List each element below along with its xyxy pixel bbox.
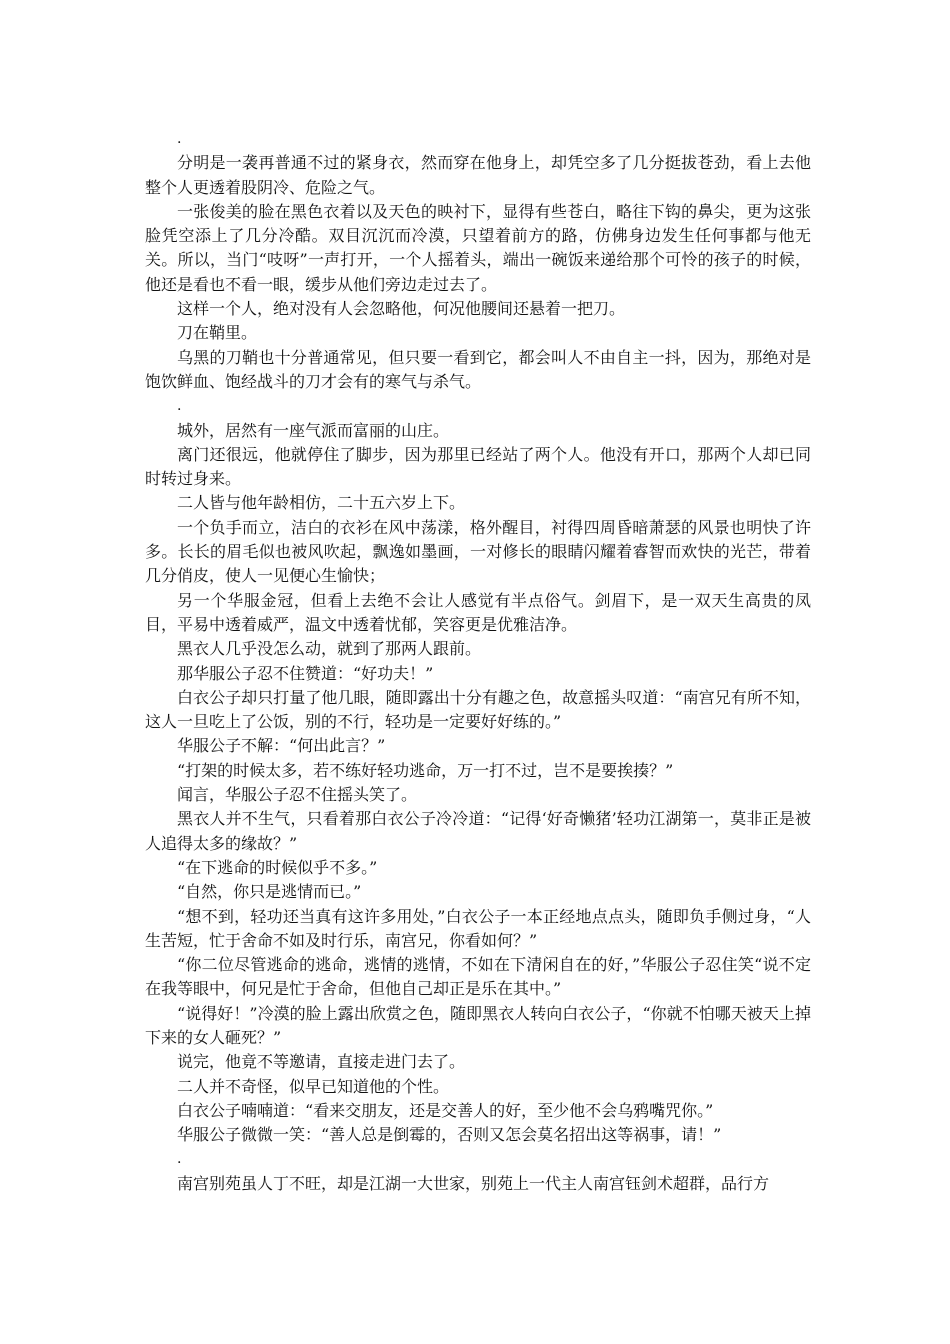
paragraph: “打架的时候太多，若不练好轻功逃命，万一打不过，岂不是要挨揍？”: [177, 760, 674, 780]
section-break-dot: .: [177, 131, 182, 147]
section-break-dot: .: [177, 398, 182, 415]
paragraph: 城外，居然有一座气派而富丽的山庄。: [177, 420, 450, 440]
paragraph: 白衣公子却只打量了他几眼，随即露出十分有趣之色，故意摇头叹道：“南宫兄有所不知，这人一旦吃上了公饭，别的不行，轻功是一定要好好练的。”: [145, 687, 811, 732]
paragraph: 二人并不奇怪，似早已知道他的个性。: [177, 1076, 450, 1096]
paragraph: 说完，他竟不等邀请，直接走进门去了。: [177, 1052, 466, 1072]
paragraph: 黑衣人并不生气，只看着那白衣公子冷冷道：“记得‘好奇懒猪’轻功江湖第一，莫非正是被人追得太多的缘故？”: [145, 809, 811, 853]
paragraph: 乌黑的刀鞘也十分普通常见，但只要一看到它，都会叫人不由自主一抖，因为，那绝对是饱饮鲜血、饱经战斗的刀才会有的寒气与杀气。: [145, 347, 811, 391]
paragraph: 一个负手而立，洁白的衣衫在风中荡漾，格外醒目，衬得四周昏暗萧瑟的风景也明快了许多。长长的眉毛似也被风吹起，飘逸如墨画，一对修长的眼睛闪耀着睿智而欢快的光芒，带着几分俏皮，使人一见便心生愉快；: [145, 517, 811, 586]
document-page: [145, 127, 811, 1196]
paragraph: 闻言，华服公子忍不住摇头笑了。: [177, 785, 418, 805]
paragraph: 那华服公子忍不住赞道：“好功夫！”: [177, 663, 434, 683]
paragraph: 白衣公子喃喃道：“看来交朋友，还是交善人的好，至少他不会乌鸦嘴咒你。”: [177, 1100, 714, 1120]
paragraph: 二人皆与他年龄相仿，二十五六岁上下。: [177, 493, 466, 513]
paragraph: 刀在鞘里。: [177, 323, 258, 343]
paragraph: 分明是一袭再普通不过的紧身衣，然而穿在他身上，却凭空多了几分挺拔苍劲，看上去他整个人更透着股阴冷、危险之气。: [145, 153, 811, 197]
paragraph: “在下逃命的时候似乎不多。”: [177, 857, 378, 877]
paragraph: “想不到，轻功还当真有这许多用处，”白衣公子一本正经地点点头，随即负手侧过身，“人生苦短，忙于舍命不如及时行乐，南宫兄，你看如何？”: [145, 906, 811, 950]
paragraph: “说得好！”冷漠的脸上露出欣赏之色，随即黑衣人转向白衣公子，“你就不怕哪天被天上掉下来的女人砸死？”: [145, 1003, 811, 1047]
paragraph: 这样一个人，绝对没有人会忽略他，何况他腰间还悬着一把刀。: [177, 299, 626, 319]
section-break-dot: .: [177, 1151, 182, 1168]
paragraph: “自然，你只是逃情而已。”: [177, 882, 362, 902]
paragraph: 另一个华服金冠，但看上去绝不会让人感觉有半点俗气。剑眉下，是一双天生高贵的凤目，平易中透着威严，温文中透着忧郁，笑容更是优雅洁净。: [145, 590, 811, 634]
paragraph: “你二位尽管逃命的逃命，逃情的逃情，不如在下清闲自在的好，”华服公子忍住笑“说不定在我等眼中，何兄是忙于舍命，但他自己却正是乐在其中。”: [145, 955, 811, 999]
paragraph: 华服公子微微一笑：“善人总是倒霉的，否则又怎会莫名招出这等祸事，请！”: [177, 1125, 722, 1145]
paragraph: 南宫别苑虽人丁不旺，却是江湖一大世家，别苑上一代主人南宫钰剑术超群，品行方: [177, 1173, 770, 1193]
paragraph: 华服公子不解：“何出此言？”: [177, 736, 386, 756]
paragraph: 一张俊美的脸在黑色衣着以及天色的映衬下，显得有些苍白，略往下钩的鼻尖，更为这张脸凭空添上了几分冷酷。双目沉沉而冷漠，只望着前方的路，仿佛身边发生任何事都与他无关。所以，当门“吱呀”一声打开，一个人摇着头，端出一碗饭来递给那个可怜的孩子的时候，他还是看也不看一眼，缓步从他们旁边走过去了。: [145, 201, 811, 294]
paragraph: 离门还很远，他就停住了脚步，因为那里已经站了两个人。他没有开口，那两个人却已同时转过身来。: [145, 444, 811, 489]
paragraph: 黑衣人几乎没怎么动，就到了那两人跟前。: [177, 639, 482, 659]
